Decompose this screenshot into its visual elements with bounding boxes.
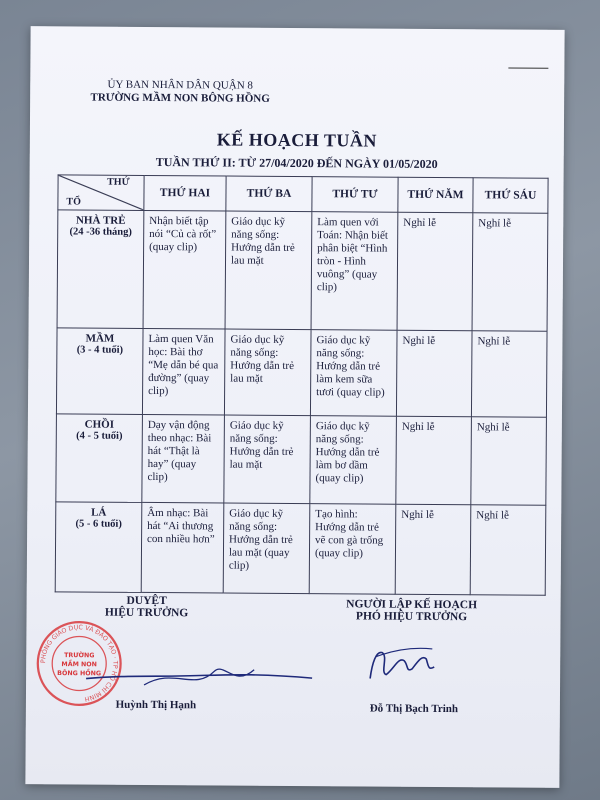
activity-cell: Nghỉ lễ [395,504,471,595]
activity-cell: Nhận biết tập nói “Củ cà rốt” (quay clip) [143,210,226,329]
day-header: THỨ SÁU [473,178,548,214]
group-name: MẦM [85,332,115,345]
activity-cell: Tạo hình: Hướng dẫn trẻ vẽ con gà trống (quay clip) [309,504,396,595]
group-age: (5 - 6 tuổi) [75,518,122,530]
day-header: THỨ NĂM [398,177,473,213]
approver-signature [84,647,314,699]
group-cell [56,328,143,415]
corner-line [508,67,548,68]
group-age: (24 -36 tháng) [69,226,132,238]
day-header: THỨ TƯ [312,177,398,213]
group-age: (3 - 4 tuổi) [76,344,124,356]
stamp-ring-text: PHÒNG GIÁO DỤC VÀ ĐÀO TẠO · TP HỒ CHÍ MINH [39,624,119,703]
activity-cell: Nghỉ lễ [396,330,472,417]
activity-cell: Âm nhạc: Bài hát “Ai thương con nhiều hơn” [141,502,224,593]
document-title: KẾ HOẠCH TUẦN [216,129,378,151]
table-corner-cell [58,175,144,211]
approver-name: Huỳnh Thị Hạnh [115,698,197,712]
planner-name: Đỗ Thị Bạch Trinh [369,702,459,716]
planner-role: PHÓ HIỆU TRƯỞNG [355,610,468,624]
approver-role: HIỆU TRƯỞNG [104,606,189,620]
group-cell [57,210,144,329]
group-cell [55,502,142,593]
planner-signature [362,638,462,689]
activity-cell: Nghỉ lễ [397,212,473,331]
activity-cell: Nghỉ lễ [471,417,547,506]
activity-cell: Giáo dục kỹ năng sống: Hướng dẫn trẻ lau mặt [225,211,312,330]
table-row [56,414,547,505]
activity-cell: Giáo dục kỹ năng sống: Hướng dẫn trẻ làm kem sữa tươi (quay clip) [310,330,397,417]
activity-cell: Giáo dục kỹ năng sống: Hướng dẫn trẻ lau mặt [224,329,311,416]
agency-name: ỦY BAN NHÂN DÂN QUẬN 8 [107,78,253,92]
corner-label-day: THỨ [107,176,130,188]
activity-cell: Giáo dục kỹ năng sống: Hướng dẫn trẻ lau mặt [224,415,311,504]
approver-block [77,594,217,619]
group-name: LÁ [91,506,107,519]
planner-title: NGƯỜI LẬP KẾ HOẠCH [346,598,478,612]
agency-header [30,78,330,106]
stamp-center-mid: MẦM NON [61,661,97,669]
stamp-center-top: TRƯỜNG [64,652,95,660]
activity-cell: Nghỉ lễ [471,331,547,418]
group-name: NHÀ TRẺ [75,214,126,227]
table-row [55,502,546,595]
approver-title: DUYỆT [126,594,167,608]
group-name: CHỒI [84,418,115,431]
activity-cell: Nghỉ lễ [396,416,472,505]
activity-cell: Làm quen Văn học: Bài thơ “Mẹ dẫn bé qua đường” (quay clip) [142,328,225,415]
day-header: THỨ HAI [144,175,226,211]
school-name: TRƯỜNG MẦM NON BÔNG HỒNG [90,91,270,105]
activity-cell: Nghỉ lễ [470,505,546,596]
day-header: THỨ BA [226,176,312,212]
planner-block [316,598,506,623]
activity-cell: Giáo dục kỹ năng sống: Hướng dẫn trẻ lau mặt (quay clip) [223,503,310,594]
table-row [57,210,548,331]
group-cell [56,414,143,503]
activity-cell: Làm quen với Toán: Nhận biết phân biệt “Hình tròn - Hình vuông” (quay clip) [311,212,398,331]
document-subtitle: TUẦN THỨ II: TỪ 27/04/2020 ĐẾN NGÀY 01/05/2020 [155,155,438,171]
weekly-plan-table [55,174,549,595]
activity-cell: Nghỉ lễ [472,213,548,332]
activity-cell: Giáo dục kỹ năng sống: Hướng dẫn trẻ làm bơ dầm (quay clip) [310,416,397,505]
corner-label-group: TỔ [66,196,81,208]
activity-cell: Dạy vận động theo nhạc: Bài hát “Thật là hay” (quay clip) [142,414,225,503]
table-row [56,328,547,417]
stamp-center-bottom: BÔNG HỒNG [57,670,102,678]
group-age: (4 - 5 tuổi) [76,430,123,442]
table-header-row [58,175,548,213]
document-page [25,26,564,788]
